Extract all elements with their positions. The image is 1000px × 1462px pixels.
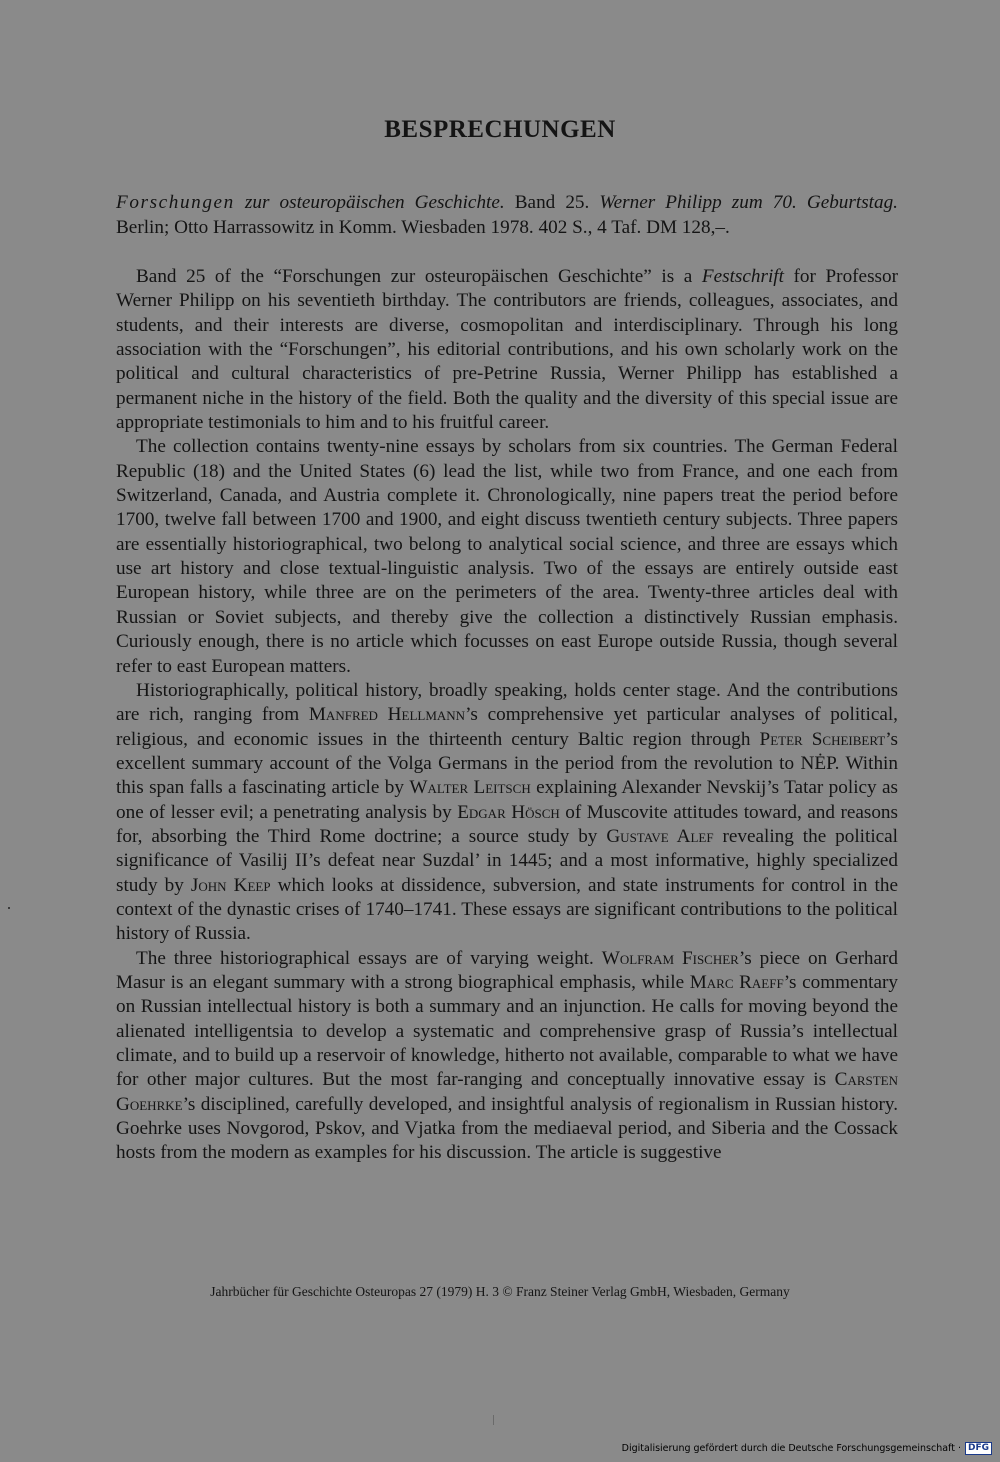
author-name: Peter Scheibert [759,728,886,750]
page-title: BESPRECHUNGEN [384,116,616,143]
digitization-banner [622,1441,992,1455]
publication-details: Berlin; Otto Harrassowitz in Komm. Wiesbaden 1978. 402 S., 4 Taf. DM 128,–. [116,216,730,238]
festschrift-title: Werner Philipp zum 70. Geburtstag. [599,192,898,213]
scan-artifact [493,1415,494,1425]
review-paragraph-3: Historiographically, political history, broadly speaking, holds center stage. And the contributions are rich, ranging from Manfred Hellmann’s comprehensive yet particular analyses of political, religious, and economic issues in the thirteenth century Baltic region through Peter Scheibert’s excellent summary account of the Volga Germans in the period from the revolution to NĖP. Within this span falls a fascinating article by Walter Leitsch explaining Alexander Nevskij’s Tatar policy as one of lesser evil; a penetrating analysis by Edgar Hösch of Muscovite attitudes toward, and reasons for, absorbing the Third Rome doctrine; a source study by Gustave Alef revealing the political significance of Vasilij II’s defeat near Suzdal’ in 1445; and a most informative, highly specialized study by John Keep which looks at dissidence, subversion, and state instruments for control in the context of the dynastic crises of 1740–1741. These essays are significant contributions to the political history of Russia. [116,679,899,945]
emphasis-festschrift: Festschrift [701,266,784,287]
author-name: Edgar Hösch [457,801,560,823]
author-name: Wolfram Fischer [601,947,739,969]
volume-label: Band 25. [504,192,600,213]
author-name: John Keep [190,874,271,896]
funding-notice: Digitalisierung gefördert durch die Deutsche Forschungsgemeinschaft · [621,1442,961,1454]
review-paragraph-1: Band 25 of the “Forschungen zur osteuropäischen Geschichte” is a Festschrift for Professor Werner Philipp on his seventieth birthday. The contributors are friends, colleagues, associates, and students, and their interests are diverse, cosmopolitan and interdisciplinary. Through his long association with the “Forschungen”, his editorial contributions, and his own scholarly work on the political and cultural characteristics of pre-Petrine Russia, Werner Philipp has established a permanent niche in the history of the field. Both the quality and the diversity of this special issue are appropriate testimonials to him and to his fruitful career. [116,266,898,434]
review-body [116,265,898,1166]
author-name: Walter Leitsch [409,777,531,799]
author-name: Carsten Goehrke [116,1069,898,1115]
book-citation [116,191,898,240]
author-name: Gustave Alef [606,825,714,847]
journal-footer: Jahrbücher für Geschichte Osteuropas 27 (1979) H. 3 © Franz Steiner Verlag GmbH, Wiesbaden, Germany [210,1284,790,1299]
review-paragraph-2: The collection contains twenty-nine essays by scholars from six countries. The German Federal Republic (18) and the United States (6) lead the list, while two from France, and one each from Switzerland, Canada, and Austria complete it. Chronologically, nine papers treat the period before 1700, twelve fall between 1700 and 1900, and eight discuss twentieth century subjects. Three papers are essentially historiographical, two belong to analytical social science, and three are essays which use art history and close textual-linguistic analysis. Two of the essays are entirely outside east European history, while three are on the perimeters of the area. Twenty-three articles deal with Russian or Soviet subjects, and thereby give the collection a distinctively Russian emphasis. Curiously enough, there is no article which focusses on east Europe outside Russia, though several refer to east European matters. [116,436,898,677]
series-title: Forschungen [116,192,235,213]
dfg-logo-icon: DFG [965,1442,992,1455]
review-paragraph-4: The three historiographical essays are of varying weight. Wolfram Fischer’s piece on Gerhard Masur is an elegant summary with a strong biographical emphasis, while Marc Raeff’s commentary on Russian intellectual history is both a summary and an injunction. He calls for moving beyond the alienated intelligentsia to develop a systematic and comprehensive grasp of Russia’s intellectual climate, and to build up a reservoir of knowledge, hitherto not available, comparable to what we have for other major cultures. But the most far-ranging and conceptually innovative essay is Carsten Goehrke’s disciplined, carefully developed, and insightful analysis of regionalism in Russian history. Goehrke uses Novgorod, Pskov, and Vjatka from the mediaeval period, and Siberia and the Cossack hosts from the modern as examples for his discussion. The article is suggestive [116,947,898,1164]
series-title-rest: zur osteuropäischen Geschichte. [234,192,505,213]
author-name: Marc Raeff [689,971,784,993]
author-name: Manfred Hellmann [308,704,466,726]
scan-artifact [8,907,10,909]
